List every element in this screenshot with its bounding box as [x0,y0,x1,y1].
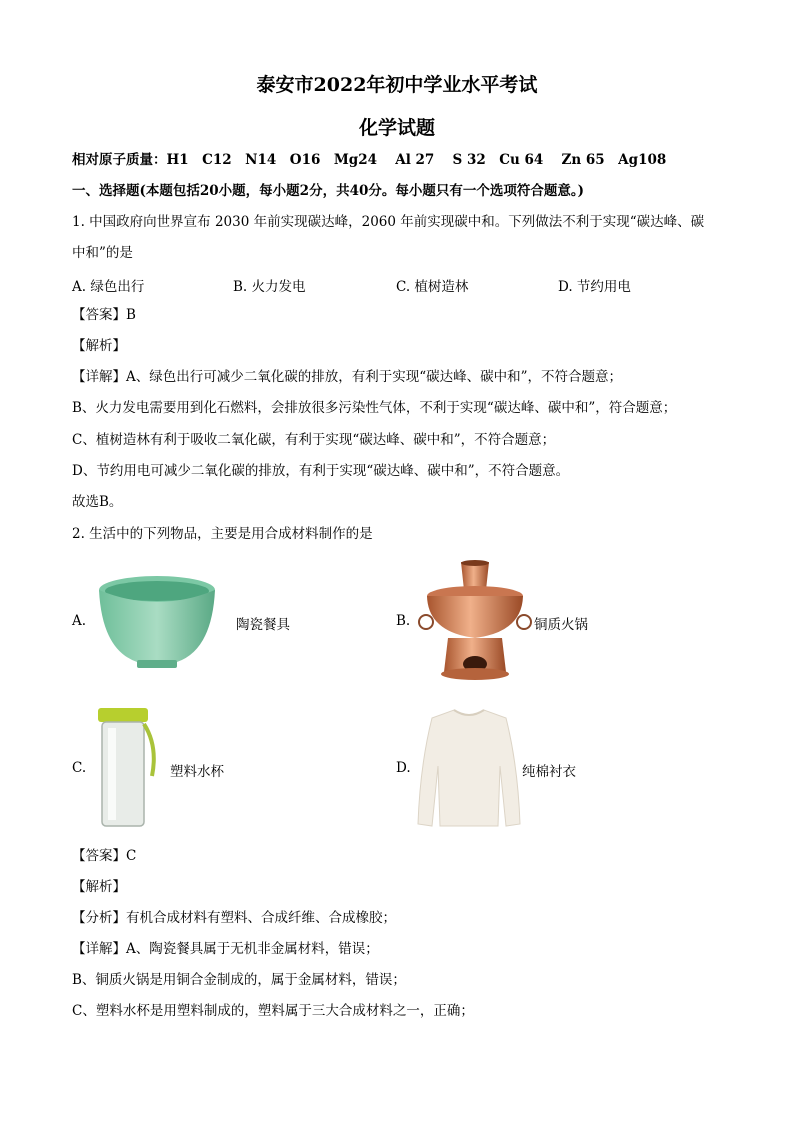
q2-answer: 【答案】C [72,848,137,864]
q1-option-a: A. 绿色出行 [72,279,145,295]
cotton-shirt-image [416,706,522,830]
q1-detail-b: B、火力发电需要用到化石燃料，会排放很多污染性气体，不利于实现“碳达峰、碳中和”，符合题意； [72,400,677,416]
copper-hotpot-image [416,560,534,685]
q2-detail-c: C、塑料水杯是用塑料制成的，塑料属于三大合成材料之一，正确； [72,1003,474,1019]
q1-detail-a: 【详解】A、绿色出行可减少二氧化碳的排放，有利于实现“碳达峰、碳中和”，不符合题意； [72,369,623,385]
q2-fenxi: 【分析】有机合成材料有塑料、合成纤维、合成橡胶； [72,910,396,926]
atomic-mass-line: 相对原子质量：H1 C12 N14 O16 Mg24 Al 27 S 32 Cu 64 Zn 65 Ag108 [72,152,667,168]
q2-stem: 2. 生活中的下列物品，主要是用合成材料制作的是 [72,526,373,542]
q2-detail-b: B、铜质火锅是用铜合金制成的，属于金属材料，错误； [72,972,406,988]
q1-stem-line1: 1. 中国政府向世界宣布 2030 年前实现碳达峰，2060 年前实现碳中和。下列做法不利于实现“碳达峰、碳 [72,214,705,230]
q2-option-c-letter: C. [72,760,87,776]
q1-detail-c: C、植树造林有利于吸收二氧化碳，有利于实现“碳达峰、碳中和”，不符合题意； [72,432,556,448]
q1-option-d: D. 节约用电 [558,279,631,295]
q1-answer: 【答案】B [72,307,136,323]
q2-option-c-caption: 塑料水杯 [170,764,224,780]
q2-option-b-letter: B. [396,613,411,629]
exam-title: 泰安市2022年初中学业水平考试 [256,74,538,96]
plastic-cup-image [92,706,162,830]
section-heading: 一、选择题(本题包括20小题，每小题2分，共40分。每小题只有一个选项符合题意。) [72,183,584,199]
q2-option-a-letter: A. [72,613,87,629]
q2-option-d-caption: 纯棉衬衣 [522,764,576,780]
exam-subtitle: 化学试题 [358,117,435,139]
q2-detail-a: 【详解】A、陶瓷餐具属于无机非金属材料，错误； [72,941,379,957]
q1-option-b: B. 火力发电 [233,279,306,295]
q1-analysis-label: 【解析】 [72,338,126,354]
q1-stem-line2: 中和”的是 [72,245,133,261]
q1-conclusion: 故选B。 [72,494,123,510]
q1-option-c: C. 植树造林 [396,279,469,295]
q1-detail-d: D、节约用电可减少二氧化碳的排放，有利于实现“碳达峰、碳中和”，不符合题意。 [72,463,570,479]
ceramic-bowl-image [92,570,222,675]
q2-analysis-label: 【解析】 [72,879,126,895]
q2-option-d-letter: D. [396,760,411,776]
q2-option-b-caption: 铜质火锅 [534,617,588,633]
q2-option-a-caption: 陶瓷餐具 [236,617,290,633]
